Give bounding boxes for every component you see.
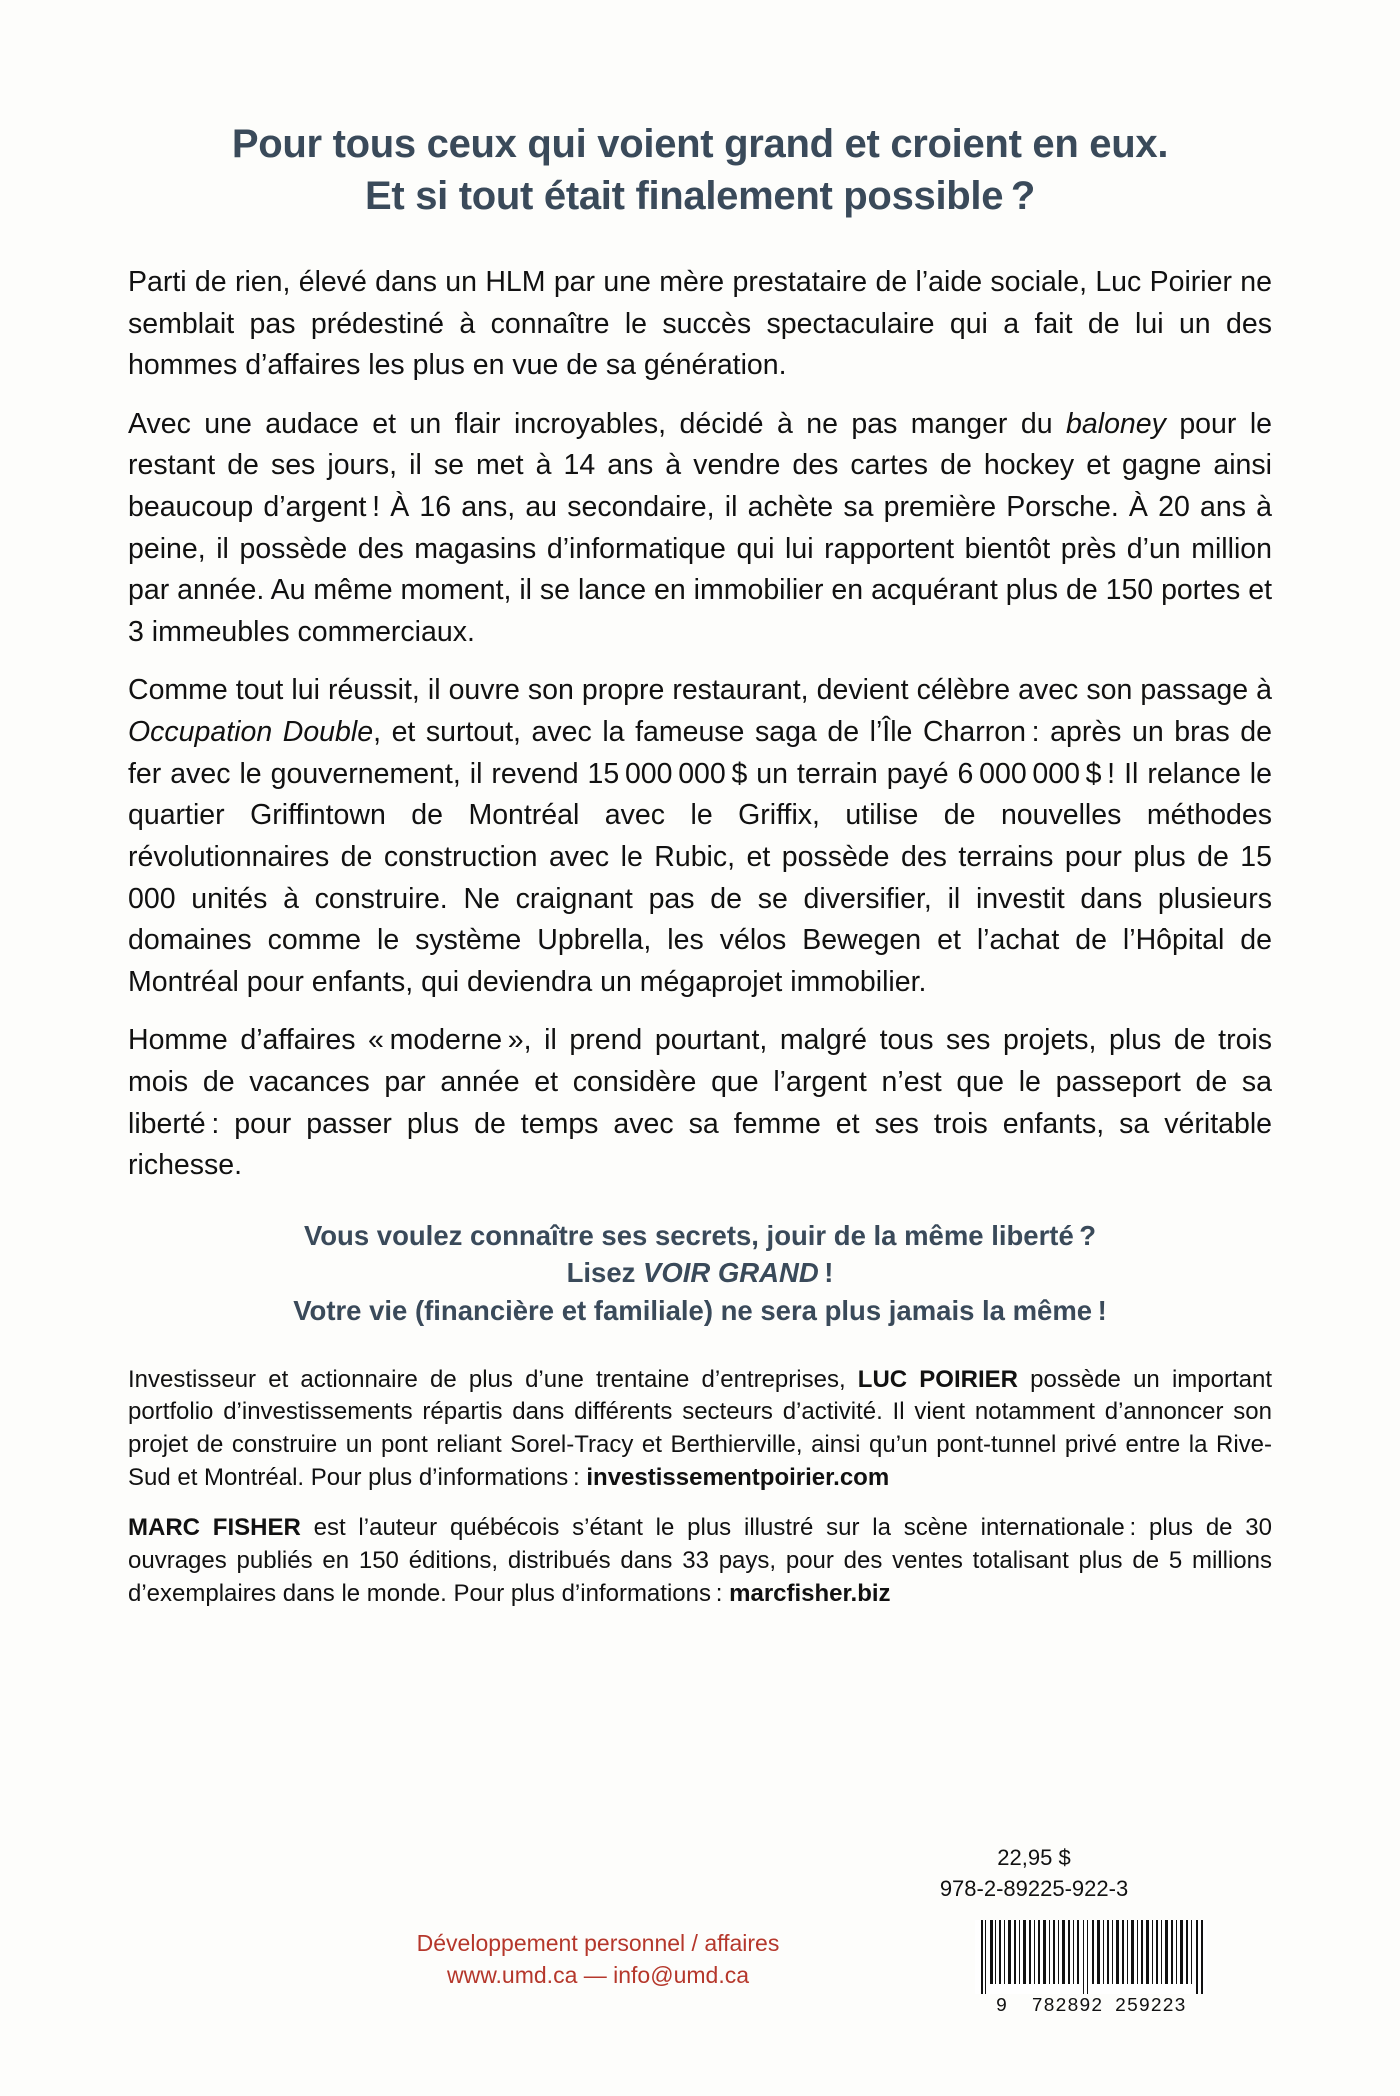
- call-to-action: [128, 1217, 1272, 1330]
- publisher-info: [358, 1928, 838, 1991]
- publisher-contact[interactable]: www.umd.ca — info@umd.ca: [446, 1961, 749, 1988]
- author-bio-text-a: Investisseur et actionnaire de plus d’une trentaine d’entreprises,: [128, 1365, 858, 1393]
- author-bio: [128, 1364, 1272, 1495]
- body-copy: [128, 262, 1272, 1187]
- cta-line-2: [128, 1254, 1272, 1292]
- footer: [128, 1842, 1272, 2042]
- barcode-digit-main: 782892 259223: [1031, 1995, 1187, 2017]
- headline-line-2: Et si tout était finalement possible ?: [364, 174, 1036, 218]
- body-paragraph-3-text-b: , et surtout, avec la fameuse saga de l’Île Charron : après un bras de fer avec le gouvernement, il revend 15 000 000 $ un terrain payé 6 000 000 $ ! Il relance le quartier Griffintown de Montréal avec le Griffix, utilise de nouvelles méthodes révolutionnaires de construction avec le Rubic, et possède des terrains pour plus de 15 000 unités à construire. Ne craignant pas de se diversifier, il investit dans plusieurs domaines comme le système Upbrella, les vélos Bewegen et l’achat de l’Hôpital de Montréal pour enfants, qui deviendra un mégaprojet immobilier.: [128, 716, 1273, 998]
- cta-line-1: Vous voulez connaître ses secrets, jouir de la même liberté ?: [303, 1219, 1097, 1251]
- writer-bio-name: MARC FISHER: [128, 1514, 301, 1542]
- barcode-block: [975, 1920, 1207, 2017]
- body-paragraph-3: [128, 670, 1272, 1003]
- headline: [128, 118, 1272, 222]
- writer-bio-website[interactable]: marcfisher.biz: [729, 1579, 891, 1607]
- cta-line-3: Votre vie (financière et familiale) ne sera plus jamais la même !: [293, 1295, 1107, 1327]
- barcode-digits: [975, 1995, 1207, 2017]
- author-bio-name: LUC POIRIER: [857, 1365, 1018, 1393]
- writer-bio: [128, 1512, 1272, 1610]
- biographies: [128, 1364, 1272, 1610]
- body-paragraph-3-text-a: Comme tout lui réussit, il ouvre son propre restaurant, devient célèbre avec son passage à: [128, 674, 1272, 707]
- isbn-label: 978-2-89225-922-3: [939, 1876, 1129, 1902]
- headline-line-1: Pour tous ceux qui voient grand et croient en eux.: [231, 122, 1169, 166]
- price-label: 22,95 $: [997, 1845, 1071, 1870]
- cta-line-2-prefix: Lisez: [566, 1257, 644, 1289]
- body-paragraph-1: Parti de rien, élevé dans un HLM par une mère prestataire de l’aide sociale, Luc Poirier ne semblait pas prédestiné à connaître le succès spectaculaire qui a fait de lui un des hommes d’affaires les plus en vue de sa génération.: [128, 266, 1272, 382]
- author-bio-website[interactable]: investissementpoirier.com: [586, 1463, 890, 1491]
- writer-bio-text: est l’auteur québécois s’étant le plus illustré sur la scène internationale : plus de 30 ouvrages publiés en 150 éditions, distribués dans 33 pays, pour des ventes totalisant plus de 5 millions d’exemplaires dans le monde. Pour plus d’informations :: [128, 1514, 1273, 1607]
- body-paragraph-2-text-a: Avec une audace et un flair incroyables, décidé à ne pas manger du: [128, 407, 1067, 440]
- cta-book-title: VOIR GRAND: [643, 1257, 819, 1289]
- price-isbn-block: [904, 1842, 1164, 1904]
- barcode-digit-prefix: 9: [995, 1995, 1008, 2017]
- body-paragraph-2: [128, 404, 1272, 654]
- cta-line-2-suffix: !: [818, 1257, 834, 1289]
- cover-content: [128, 0, 1272, 2096]
- barcode-icon: [975, 1920, 1207, 1994]
- author-bio-text-b: possède un important portfolio d’investissements répartis dans différents secteurs d’activité. Il vient notamment d’annoncer son projet de construire un pont reliant Sorel-Tracy et Berthierville, ainsi qu’un pont-tunnel privé entre la Rive-Sud et Montréal. Pour plus d’informations :: [128, 1365, 1272, 1491]
- body-paragraph-2-text-b: pour le restant de ses jours, il se met à 14 ans à vendre des cartes de hockey et gagne ainsi beaucoup d’argent ! À 16 ans, au secondaire, il achète sa première Porsche. À 20 ans à peine, il possède des magasins d’informatique qui lui rapportent bientôt près d’un million par année. Au même moment, il se lance en immobilier en acquérant plus de 150 portes et 3 immeubles commerciaux.: [128, 407, 1272, 648]
- publisher-category: Développement personnel / affaires: [416, 1930, 780, 1956]
- body-paragraph-4: Homme d’affaires « moderne », il prend pourtant, malgré tous ses projets, plus de trois mois de vacances par année et considère que l’argent n’est que le passeport de sa liberté : pour passer plus de temps avec sa femme et ses trois enfants, sa véritable richesse.: [128, 1024, 1272, 1182]
- body-paragraph-3-italic: Occupation Double: [128, 716, 374, 749]
- body-paragraph-2-italic: baloney: [1066, 407, 1166, 440]
